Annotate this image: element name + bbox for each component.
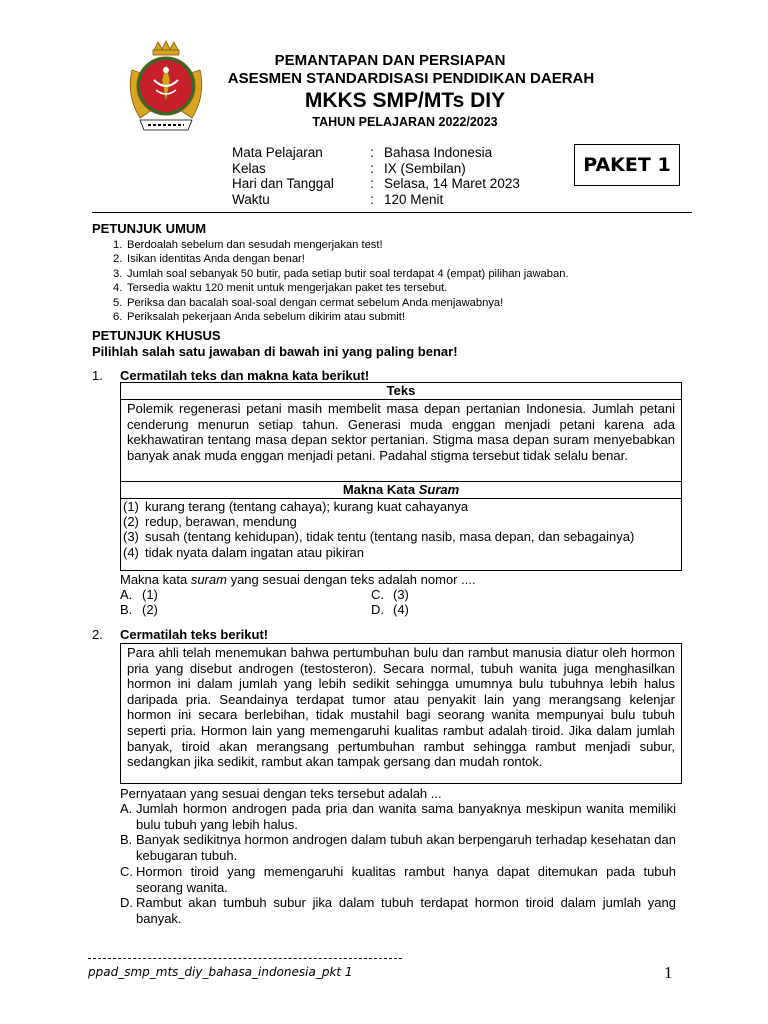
question-stem: Pernyataan yang sesuai dengan teks tersebut adalah ... xyxy=(120,786,442,801)
footer-filename: ppad_smp_mts_diy_bahasa_indonesia_pkt 1 xyxy=(88,965,353,979)
teks-body: Polemik regenerasi petani masih membelit masa depan pertanian Indonesia. Jumlah petani cenderung menurun setiap tahun. Generasi muda enggan menjadi petani karena ada kekhawatiran tentang masa depan sektor pertanian. Stigma masa depan suram menyebabkan banyak anak muda enggan menjadi petani. Padahal stigma tersebut tidak selalu benar. xyxy=(121,400,681,482)
makna-list xyxy=(121,499,681,560)
list-item: (1) kurang terang (tentang cahaya); kurang kuat cahayanya xyxy=(123,499,469,514)
header-year: TAHUN PELAJARAN 2022/2023 xyxy=(312,115,498,129)
exam-info xyxy=(232,145,520,207)
info-row: Hari dan Tanggal : Selasa, 14 Maret 2023 xyxy=(232,176,520,191)
diy-emblem-logo xyxy=(126,40,206,136)
info-value: IX (Sembilan) xyxy=(384,160,466,176)
teks-header: Teks xyxy=(121,383,681,400)
list-item: 2. Isikan identitas Anda dengan benar! xyxy=(113,253,305,266)
list-item: 1. Berdoalah sebelum dan sesudah mengerjakan test! xyxy=(113,239,383,251)
petunjuk-khusus-instruction: Pilihlah salah satu jawaban di bawah ini yang paling benar! xyxy=(92,344,458,359)
header-divider xyxy=(92,212,692,213)
list-item: (4) tidak nyata dalam ingatan atau pikiran xyxy=(123,544,364,560)
q2-text-box: Para ahli telah menemukan bahwa pertumbuhan bulu dan rambut manusia diatur oleh hormon pria yang disebut androgen (testosteron). Secara normal, tubuh wanita juga menghasilkan hormon ini dalam jumlah yang lebih sedikit sehingga umumnya bulu tubuhnya lebih halus daripada pria. Seandainya terdapat tumor atau penyakit lain yang merangsang kelenjar hormon ini secara berlebihan, tidak mustahil bagi seorang wanita mempunyai bulu tubuh seperti pria. Hormon lain yang memengaruhi kualitas rambut adalah tiroid. Jika dalam jumlah banyak, tiroid akan merangsang pertumbuhan rambut sehingga rambut menjadi subur, sedangkan jika sedikit, rambut akan tampak gersang dan mudah rontok. xyxy=(120,643,682,784)
option-d[interactable]: D. (4) xyxy=(371,602,409,617)
list-item: 4. Tersedia waktu 120 menit untuk mengerjakan paket tes tersebut. xyxy=(113,282,448,295)
option-a[interactable]: A. (1) xyxy=(120,587,158,602)
header-line-2: ASESMEN STANDARDISASI PENDIDIKAN DAERAH xyxy=(227,70,595,87)
question-prompt: Cermatilah teks berikut! xyxy=(120,627,269,642)
info-key: Mata Pelajaran xyxy=(232,145,323,160)
q2-options xyxy=(120,801,676,927)
page-number: 1 xyxy=(664,963,673,982)
info-value: Selasa, 14 Maret 2023 xyxy=(384,176,520,191)
paket-box: PAKET 1 xyxy=(574,144,680,186)
header-title: MKKS SMP/MTs DIY xyxy=(304,89,506,112)
option-b[interactable]: B. Banyak sedikitnya hormon androgen dalam tubuh akan berpengaruh terhadap kesehatan dan kebugaran tubuh. xyxy=(120,832,676,864)
info-key: Waktu xyxy=(232,191,270,207)
list-item: 3. Jumlah soal sebanyak 50 butir, pada setiap butir soal terdapat 4 (empat) pilihan jawaban. xyxy=(113,267,569,280)
question-number: 1. xyxy=(92,368,103,383)
option-d[interactable]: D. Rambut akan tumbuh subur jika dalam tubuh terdapat hormon tiroid dalam jumlah yang banyak. xyxy=(120,895,676,926)
question-prompt: Cermatilah teks dan makna kata berikut! xyxy=(120,368,370,383)
list-item: (2) redup, berawan, mendung xyxy=(123,514,297,530)
info-row: Mata Pelajaran : Bahasa Indonesia xyxy=(232,145,493,160)
option-c[interactable]: C. (3) xyxy=(371,587,409,602)
petunjuk-umum-list xyxy=(113,238,569,324)
info-key: Kelas xyxy=(232,160,266,176)
option-a[interactable]: A. Jumlah hormon androgen pada pria dan wanita sama banyaknya meskipun wanita memiliki bulu tubuh yang lebih halus. xyxy=(120,801,676,832)
info-value: Bahasa Indonesia xyxy=(384,145,493,160)
list-item: (3) susah (tentang kehidupan), tidak tentu (tentang nasib, masa depan, dan sebagainya) xyxy=(123,529,635,545)
option-c[interactable]: C. Hormon tiroid yang memengaruhi kualitas rambut hanya dapat ditemukan pada tubuh seorang wanita. xyxy=(120,863,676,895)
question-number: 2. xyxy=(92,627,103,642)
list-item: 6. Periksalah pekerjaan Anda sebelum dikirim atau submit! xyxy=(113,311,405,324)
header-line-1: PEMANTAPAN DAN PERSIAPAN xyxy=(274,52,506,69)
petunjuk-khusus-title: PETUNJUK KHUSUS xyxy=(92,328,221,343)
q1-text-table xyxy=(120,382,682,571)
list-item: 5. Periksa dan bacalah soal-soal dengan cermat sebelum Anda menjawabnya! xyxy=(113,296,504,309)
makna-header: Makna Kata Suram xyxy=(121,482,681,499)
petunjuk-umum-title: PETUNJUK UMUM xyxy=(92,221,207,236)
option-b[interactable]: B. (2) xyxy=(120,602,158,617)
info-value: 120 Menit xyxy=(384,191,444,207)
info-row: Kelas : IX (Sembilan) xyxy=(232,160,466,176)
info-row: Waktu : 120 Menit xyxy=(232,191,444,207)
question-stem: Makna kata suram yang sesuai dengan teks adalah nomor .... xyxy=(120,572,476,587)
footer-divider xyxy=(88,958,402,959)
info-key: Hari dan Tanggal xyxy=(232,176,334,191)
